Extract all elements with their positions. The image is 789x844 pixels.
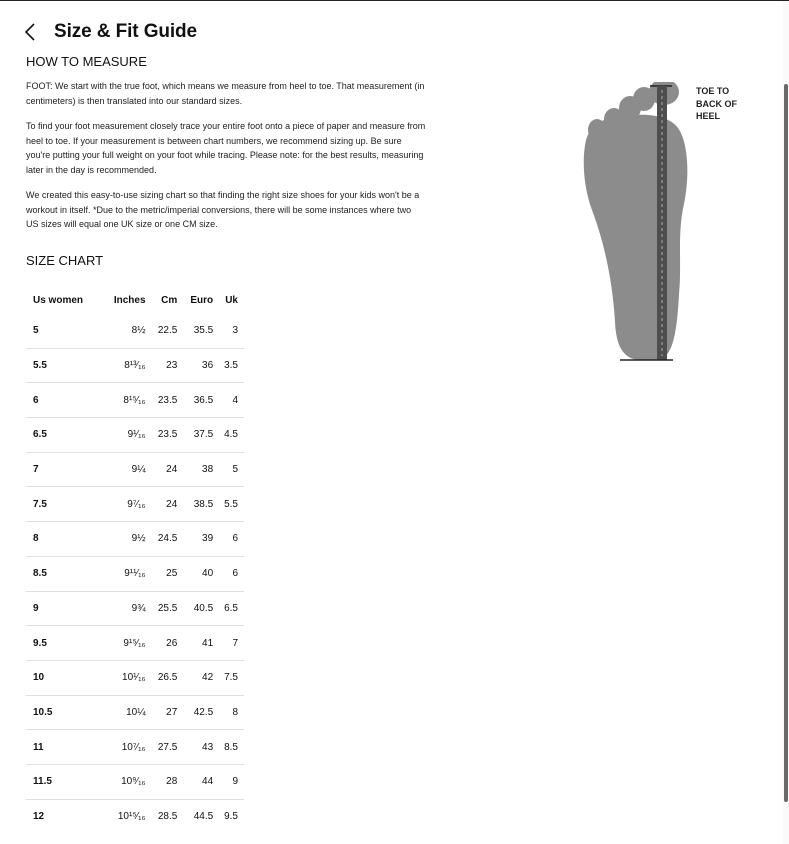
size-chart-table xyxy=(26,287,244,833)
table-row xyxy=(26,383,244,418)
cell-cm: 28.5 xyxy=(157,810,178,822)
cell-euro: 39 xyxy=(183,522,219,557)
table-row xyxy=(26,314,244,348)
table-row xyxy=(26,660,244,695)
top-divider xyxy=(0,0,789,1)
cell-euro: 35.5 xyxy=(183,314,219,348)
cell-us-women: 5.5 xyxy=(26,348,105,383)
cell-us-women: 9.5 xyxy=(26,626,105,661)
cell-cm: 24 xyxy=(152,452,184,487)
cell-uk: 5.5 xyxy=(219,487,244,522)
table-row xyxy=(26,418,244,453)
cell-inches: 9¹¹⁄₁₆ xyxy=(105,556,152,591)
cell-cm: 26 xyxy=(152,626,184,661)
column-header-euro: Euro xyxy=(190,295,214,306)
page-header xyxy=(24,18,197,46)
cell-us-women: 12 xyxy=(33,810,45,822)
cell-uk: 5 xyxy=(219,452,244,487)
column-header-us-women: Us women xyxy=(33,295,84,306)
measure-paragraph-trace: To find your foot measurement closely trace your entire foot onto a piece of paper and measure from heel to toe. If your measurement is between chart numbers, we recommend sizing up. Be sure you're putting your full weight on your foot while tracing. Please note: for the best results, measuring later in the day is recommended. xyxy=(26,121,426,175)
cell-us-women: 10 xyxy=(26,660,105,695)
back-button[interactable] xyxy=(24,18,46,46)
cell-euro: 36.5 xyxy=(183,383,219,418)
how-to-measure-heading: HOW TO MEASURE xyxy=(26,54,147,69)
cell-inches: 10¹⁵⁄₁₆ xyxy=(117,810,146,822)
table-row xyxy=(26,799,244,833)
table-row xyxy=(26,522,244,557)
table-row xyxy=(26,591,244,626)
cell-uk: 4 xyxy=(219,383,244,418)
measure-paragraph-foot: FOOT: We start with the true foot, which means we measure from heel to toe. That measurement (in centimeters) is then translated into our standard sizes. xyxy=(26,81,425,106)
cell-uk: 3 xyxy=(219,314,244,348)
column-header-uk: Uk xyxy=(225,295,238,306)
cell-cm: 27 xyxy=(152,695,184,730)
cell-us-women: 9 xyxy=(26,591,105,626)
column-header-inches: Inches xyxy=(113,295,146,306)
cell-inches: 9⁷⁄₁₆ xyxy=(105,487,152,522)
table-row xyxy=(26,695,244,730)
cell-us-women: 6.5 xyxy=(26,418,105,453)
cell-cm: 23.5 xyxy=(152,383,184,418)
table-row xyxy=(26,730,244,765)
cell-cm: 23 xyxy=(152,348,184,383)
cell-cm: 25.5 xyxy=(152,591,184,626)
table-header-row xyxy=(26,287,244,314)
cell-uk: 6 xyxy=(219,522,244,557)
cell-inches: 9¹⁵⁄₁₆ xyxy=(105,626,152,661)
table-row xyxy=(26,452,244,487)
cell-euro: 43 xyxy=(183,730,219,765)
cell-uk: 9 xyxy=(219,764,244,799)
cell-us-women: 8.5 xyxy=(26,556,105,591)
cell-us-women: 7 xyxy=(26,452,105,487)
scrollbar-thumb[interactable] xyxy=(784,84,788,802)
cell-cm: 22.5 xyxy=(152,314,184,348)
table-row xyxy=(26,764,244,799)
cell-euro: 42 xyxy=(183,660,219,695)
cell-us-women: 11.5 xyxy=(26,764,105,799)
cell-us-women: 7.5 xyxy=(26,487,105,522)
cell-cm: 23.5 xyxy=(152,418,184,453)
cell-uk: 8 xyxy=(219,695,244,730)
cell-inches: 9¼ xyxy=(105,452,152,487)
cell-us-women: 6 xyxy=(26,383,105,418)
foot-measurement-diagram xyxy=(578,82,738,367)
cell-euro: 41 xyxy=(183,626,219,661)
cell-euro: 42.5 xyxy=(183,695,219,730)
foot-diagram-label: TOE TO BACK OF HEEL xyxy=(696,86,737,121)
cell-cm: 24 xyxy=(152,487,184,522)
cell-inches: 10⁹⁄₁₆ xyxy=(105,764,152,799)
cell-uk: 6.5 xyxy=(219,591,244,626)
cell-us-women: 5 xyxy=(26,314,105,348)
measure-paragraph-chart-note: We created this easy-to-use sizing chart so that finding the right size shoes for your kids won't be a workout in itself. *Due to the metric/imperial conversions, there will be some instances where two US sizes will equal one UK size or one CM size. xyxy=(26,190,420,229)
table-row xyxy=(26,556,244,591)
cell-uk: 7 xyxy=(219,626,244,661)
column-header-cm: Cm xyxy=(161,295,178,306)
cell-euro: 44 xyxy=(183,764,219,799)
cell-euro: 37.5 xyxy=(183,418,219,453)
cell-cm: 24.5 xyxy=(152,522,184,557)
cell-inches: 10¼ xyxy=(105,695,152,730)
cell-us-women: 10.5 xyxy=(26,695,105,730)
cell-uk: 7.5 xyxy=(219,660,244,695)
cell-inches: 8¹⁵⁄₁₆ xyxy=(105,383,152,418)
cell-euro: 36 xyxy=(183,348,219,383)
cell-euro: 44.5 xyxy=(193,810,214,822)
cell-euro: 38.5 xyxy=(183,487,219,522)
cell-inches: 8½ xyxy=(105,314,152,348)
cell-euro: 38 xyxy=(183,452,219,487)
cell-uk: 9.5 xyxy=(224,810,238,822)
cell-euro: 40.5 xyxy=(183,591,219,626)
foot-silhouette xyxy=(584,82,688,360)
cell-us-women: 11 xyxy=(26,730,105,765)
cell-inches: 10⁷⁄₁₆ xyxy=(105,730,152,765)
cell-cm: 27.5 xyxy=(152,730,184,765)
table-row xyxy=(26,487,244,522)
chevron-left-icon xyxy=(24,23,36,41)
cell-uk: 3.5 xyxy=(219,348,244,383)
cell-euro: 40 xyxy=(183,556,219,591)
size-chart-heading: SIZE CHART xyxy=(26,253,104,268)
cell-uk: 4.5 xyxy=(219,418,244,453)
table-row xyxy=(26,626,244,661)
cell-uk: 6 xyxy=(219,556,244,591)
cell-inches: 10¹⁄₁₆ xyxy=(105,660,152,695)
page-title: Size & Fit Guide xyxy=(54,21,198,42)
cell-uk: 8.5 xyxy=(219,730,244,765)
cell-inches: 9¹⁄₁₆ xyxy=(105,418,152,453)
cell-us-women: 8 xyxy=(26,522,105,557)
cell-inches: 9¾ xyxy=(105,591,152,626)
cell-cm: 26.5 xyxy=(152,660,184,695)
cell-cm: 28 xyxy=(152,764,184,799)
table-row xyxy=(26,348,244,383)
cell-cm: 25 xyxy=(152,556,184,591)
cell-inches: 9½ xyxy=(105,522,152,557)
cell-inches: 8¹³⁄₁₆ xyxy=(105,348,152,383)
